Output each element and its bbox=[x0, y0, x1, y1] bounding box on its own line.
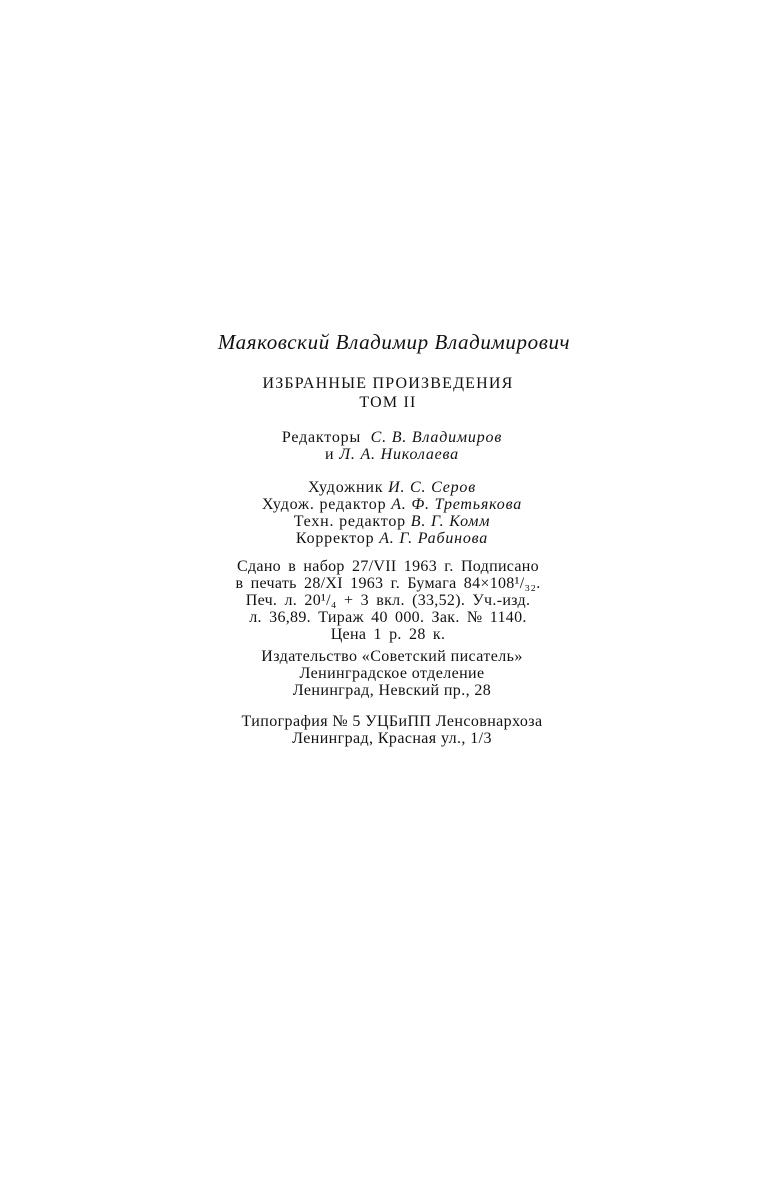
editors-line-1 bbox=[4, 429, 776, 446]
proofreader-line bbox=[4, 530, 776, 547]
art-editor-line bbox=[4, 496, 776, 513]
tech-editor-line bbox=[4, 513, 776, 530]
author-name: Маяковский Владимир Владимирович bbox=[217, 330, 571, 354]
artist-line bbox=[4, 479, 776, 496]
publisher-line-2: Ленинградское отделение bbox=[299, 665, 485, 682]
print-info-line-4: л. 36,89. Тираж 40 000. Зак. № 1140. bbox=[249, 609, 527, 626]
print-info-section bbox=[0, 558, 776, 643]
proofreader-name: А. Г. Рабинова bbox=[379, 530, 489, 547]
publisher-address: Ленинград, Невский пр., 28 bbox=[292, 682, 492, 699]
volume-line: ТОМ II bbox=[359, 394, 417, 411]
editor-1: С. В. Владимиров bbox=[370, 429, 503, 446]
tech-editor-label: Техн. редактор bbox=[293, 513, 406, 530]
proofreader-label: Корректор bbox=[295, 530, 375, 547]
staff-section bbox=[4, 479, 776, 547]
print-info-line-2: в печать 28/XI 1963 г. Бумага 84×108¹/₃₂. bbox=[235, 575, 541, 592]
editors-section bbox=[4, 429, 776, 463]
print-info-line-3: Печ. л. 20¹/₄ + 3 вкл. (33,52). Уч.-изд. bbox=[245, 592, 531, 609]
book-title bbox=[0, 374, 776, 412]
editors-conjunction: и bbox=[325, 446, 335, 463]
printing-house-section bbox=[4, 713, 776, 747]
publisher-line-1: Издательство «Советский писатель» bbox=[261, 648, 523, 665]
editor-2: Л. А. Николаева bbox=[339, 446, 459, 463]
artist-label: Художник bbox=[308, 479, 384, 496]
art-editor-label: Худож. редактор bbox=[261, 496, 387, 513]
printing-house-line-1: Типография № 5 УЦБиПП Ленсовнархоза bbox=[241, 713, 543, 730]
printing-house-address: Ленинград, Красная ул., 1/3 bbox=[292, 730, 492, 747]
editors-label: Редакторы bbox=[281, 429, 362, 446]
tech-editor-name: В. Г. Комм bbox=[410, 513, 491, 530]
art-editor-name: А. Ф. Третьякова bbox=[391, 496, 523, 513]
title-line-1: ИЗБРАННЫЕ ПРОИЗВЕДЕНИЯ bbox=[262, 375, 514, 392]
price-line: Цена 1 р. 28 к. bbox=[330, 626, 446, 643]
publisher-section bbox=[4, 648, 776, 699]
print-info-line-1: Сдано в набор 27/VII 1963 г. Подписано bbox=[237, 558, 539, 575]
editors-line-2 bbox=[4, 446, 776, 463]
artist-name: И. С. Серов bbox=[388, 479, 476, 496]
